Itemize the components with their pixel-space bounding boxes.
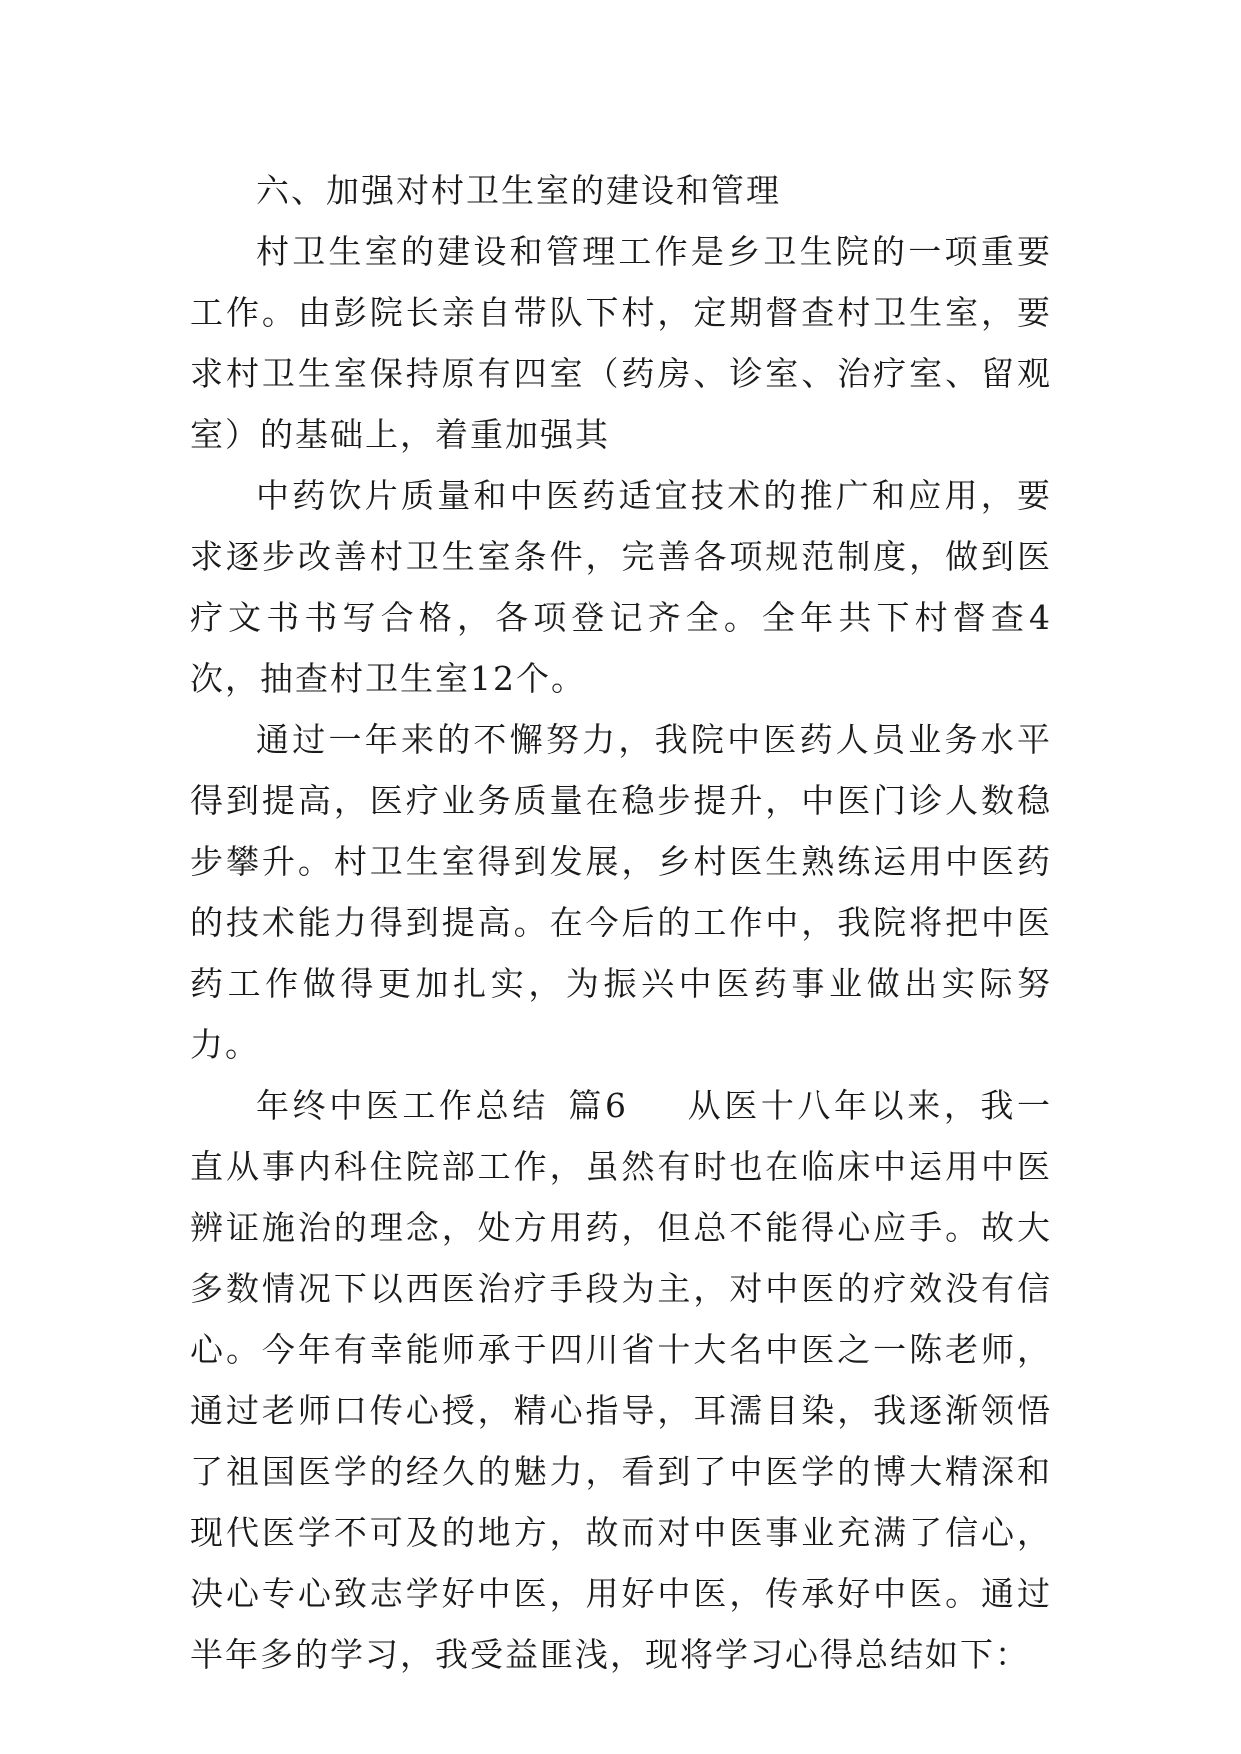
paragraph-article-intro	[190, 1075, 1052, 1685]
article-body: 从医十八年以来，我一直从事内科住院部工作，虽然有时也在临床中运用中医辨证施治的理念，处方用药，但总不能得心应手。故大多数情况下以西医治疗手段为主，对中医的疗效没有信心。今年有幸能师承于四川省十大名中医之一陈老师，通过老师口传心授，精心指导，耳濡目染，我逐渐领悟了祖国医学的经久的魅力，看到了中医学的博大精深和现代医学不可及的地方，故而对中医事业充满了信心，决心专心致志学好中医，用好中医，传承好中医。通过半年多的学习，我受益匪浅，现将学习心得总结如下：	[190, 1086, 1053, 1674]
paragraph-herbal-quality: 中药饮片质量和中医药适宜技术的推广和应用，要求逐步改善村卫生室条件，完善各项规范制度，做到医疗文书书写合格，各项登记齐全。全年共下村督查4次，抽查村卫生室12个。	[190, 476, 1052, 698]
paragraph-annual-summary: 通过一年来的不懈努力，我院中医药人员业务水平得到提高，医疗业务质量在稳步提升，中医门诊人数稳步攀升。村卫生室得到发展，乡村医生熟练运用中医药的技术能力得到提高。在今后的工作中，我院将把中医药工作做得更加扎实，为振兴中医药事业做出实际努力。	[190, 720, 1052, 1064]
section-heading: 六、加强对村卫生室的建设和管理	[256, 171, 781, 210]
paragraph-village-clinic-management: 村卫生室的建设和管理工作是乡卫生院的一项重要工作。由彭院长亲自带队下村，定期督查村卫生室，要求村卫生室保持原有四室（药房、诊室、治疗室、留观室）的基础上，着重加强其	[190, 232, 1052, 454]
article-title: 年终中医工作总结	[256, 1086, 549, 1125]
article-part: 篇6	[566, 1086, 629, 1125]
document-body	[190, 160, 1052, 1685]
